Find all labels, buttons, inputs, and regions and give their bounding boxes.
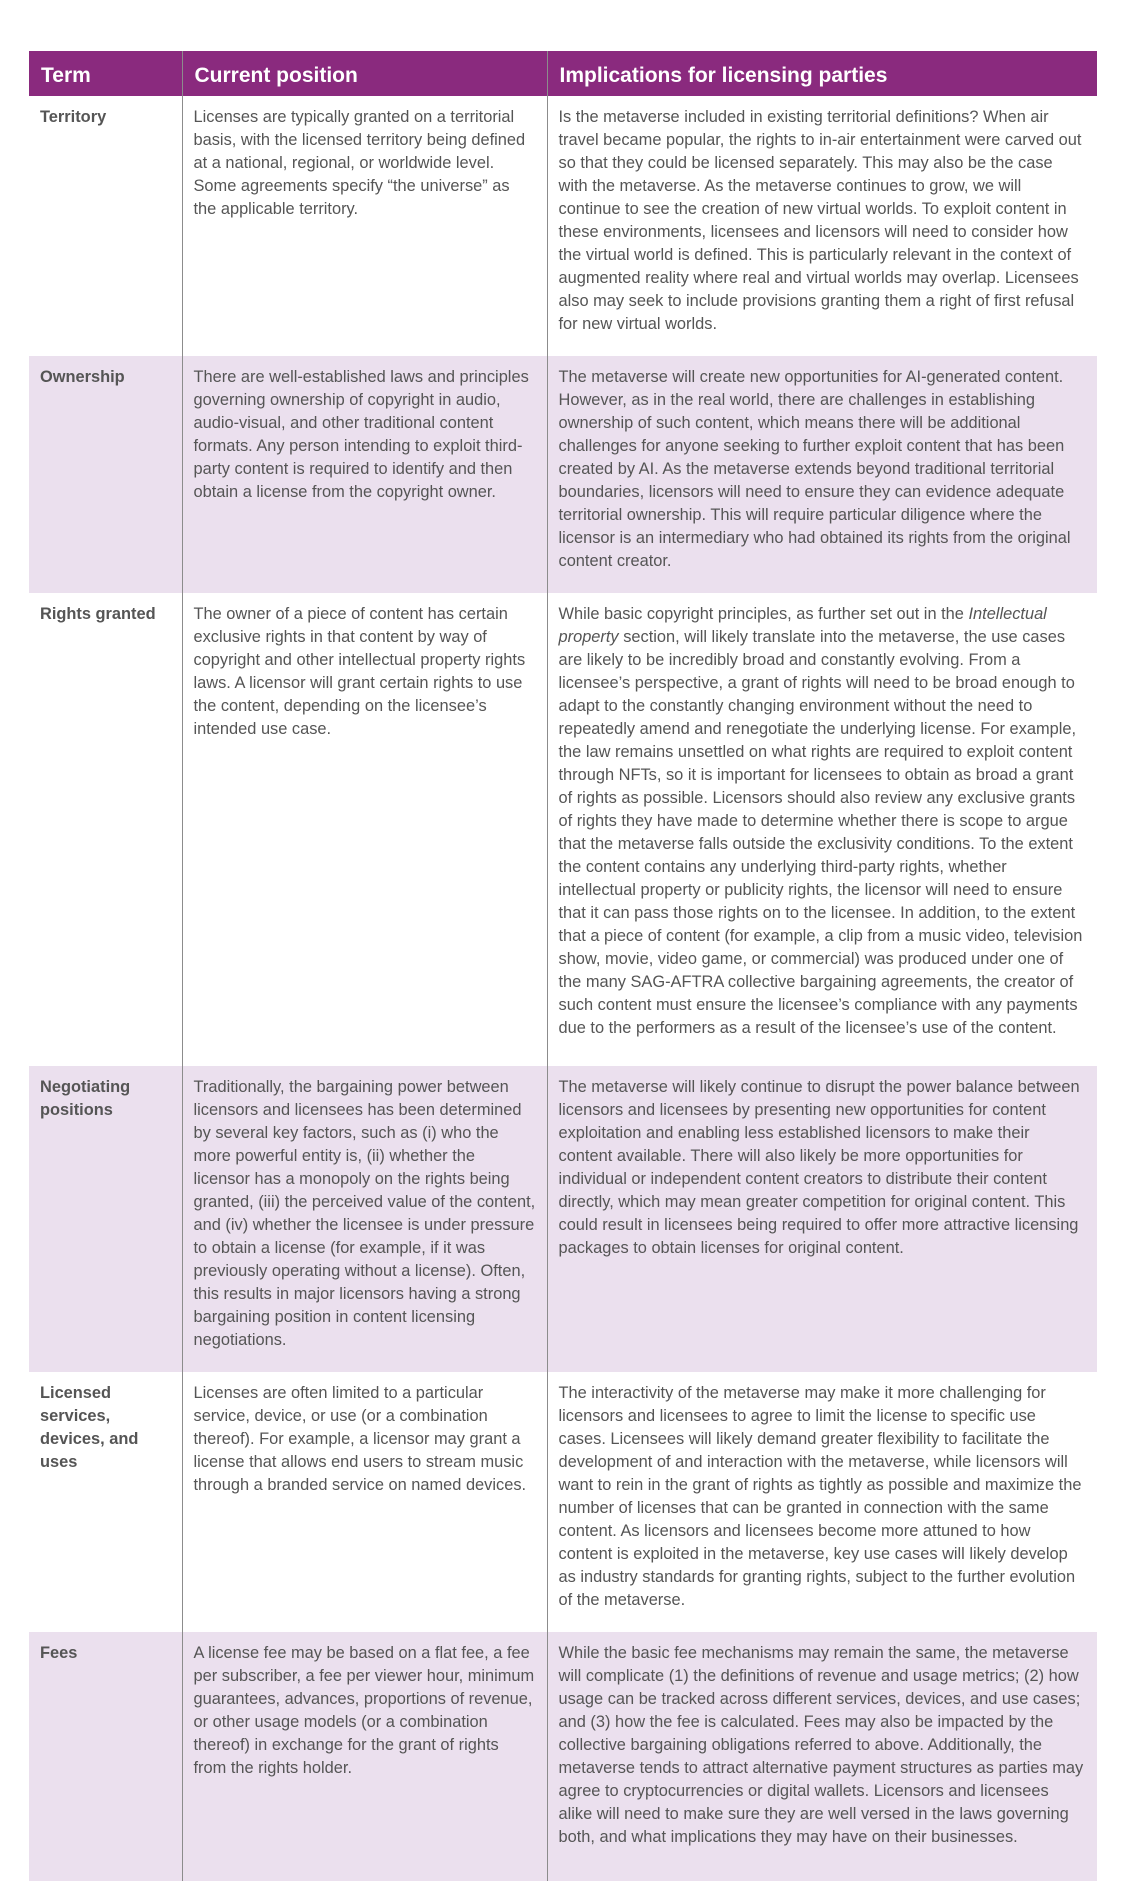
term-cell: Ownership — [29, 356, 182, 593]
table-row — [29, 1066, 1097, 1372]
implications-text-start: While basic copyright principles, as further set out in the — [558, 605, 969, 623]
current-position-cell: There are well-established laws and principles governing ownership of copyright in audio, audio-visual, and other traditional content formats. Any person intending to exploit third-party content is required to identify and then obtain a license from the copyright owner. — [182, 356, 547, 593]
implications-cell: The interactivity of the metaverse may make it more challenging for licensors and licensees to agree to limit the license to specific use cases. Licensees will likely demand greater flexibility to facilitate the development of and interaction with the metaverse, while licensors will want to rein in the grant of rights as tightly as possible and maximize the number of licenses that can be granted in connection with the same content. As licensors and licensees become more attuned to how content is exploited in the metaverse, key use cases will likely develop as industry standards for granting rights, subject to the further evolution of the metaverse. — [547, 1372, 1097, 1632]
table-row — [29, 1372, 1097, 1632]
implications-cell: The metaverse will create new opportunities for AI-generated content. However, as in the real world, there are challenges in establishing ownership of such content, which means there will be additional challenges for anyone seeking to further exploit content that has been created by AI. As the metaverse extends beyond traditional territorial boundaries, licensors will need to ensure they can evidence adequate territorial ownership. This will require particular diligence where the licensor is an intermediary who had obtained its rights from the original content creator. — [547, 356, 1097, 593]
implications-text-rest: section, will likely translate into the metaverse, the use cases are likely to be incredibly broad and constantly evolving. From a licensee’s perspective, a grant of rights will need to be broad enough to adapt to the constantly changing environment without the need to repeatedly amend and renegotiate the underlying license. For example, the law remains unsettled on what rights are required to exploit content through NFTs, so it is important for licensees to obtain as broad a grant of rights as possible. Licensors should also review any exclusive grants of rights they have made to determine whether there is scope to argue that the metaverse falls outside the exclusivity conditions. To the extent the content contains any underlying third-party rights, whether intellectual property or publicity rights, the licensor will need to ensure that it can pass those rights on to the licensee. In addition, to the extent that a piece of content (for example, a clip from a music video, television show, movie, video game, or commercial) was produced under one of the many SAG-AFTRA collective bargaining agreements, the creator of such content must ensure the licensee’s compliance with any payments due to the performers as a result of the licensee’s use of the content. — [558, 628, 1083, 1037]
current-position-cell: A license fee may be based on a flat fee, a fee per subscriber, a fee per viewer hour, minimum guarantees, advances, proportions of revenue, or other usage models (or a combination thereof) in exchange for the grant of rights from the rights holder. — [182, 1632, 547, 1881]
current-position-cell: Licenses are typically granted on a territorial basis, with the licensed territory being defined at a national, regional, or worldwide level. Some agreements specify “the universe” as the applicable territory. — [182, 96, 547, 356]
header-current-position: Current position — [182, 51, 547, 96]
term-cell: Licensed services, devices, and uses — [29, 1372, 182, 1632]
section-reference: Intellectual property — [558, 605, 1047, 646]
table-row — [29, 356, 1097, 593]
implications-cell: The metaverse will likely continue to disrupt the power balance between licensors and licensees by presenting new opportunities for content exploitation and enabling less established licensors to make their content available. There will also likely be more opportunities for individual or independent content creators to distribute their content directly, which may mean greater competition for original content. This could result in licensees being required to offer more attractive licensing packages to obtain licenses for original content. — [547, 1066, 1097, 1372]
table-body — [29, 96, 1097, 1881]
licensing-table-page — [29, 51, 1097, 1881]
table-row — [29, 593, 1097, 1066]
term-cell: Negotiating positions — [29, 1066, 182, 1372]
table-row — [29, 1632, 1097, 1881]
term-cell: Fees — [29, 1632, 182, 1881]
current-position-cell: The owner of a piece of content has certain exclusive rights in that content by way of copyright and other intellectual property rights laws. A licensor will grant certain rights to use the content, depending on the licensee’s intended use case. — [182, 593, 547, 1066]
header-implications: Implications for licensing parties — [547, 51, 1097, 96]
current-position-cell: Licenses are often limited to a particular service, device, or use (or a combination thereof). For example, a licensor may grant a license that allows end users to stream music through a branded service on named devices. — [182, 1372, 547, 1632]
term-cell: Territory — [29, 96, 182, 356]
header-row — [29, 51, 1097, 96]
table-header — [29, 51, 1097, 96]
licensing-terms-table — [29, 51, 1097, 1881]
current-position-cell: Traditionally, the bargaining power between licensors and licensees has been determined by several key factors, such as (i) who the more powerful entity is, (ii) whether the licensor has a monopoly on the rights being granted, (iii) the perceived value of the content, and (iv) whether the licensee is under pressure to obtain a license (for example, if it was previously operating without a license). Often, this results in major licensors having a strong bargaining position in content licensing negotiations. — [182, 1066, 547, 1372]
implications-cell: Is the metaverse included in existing territorial definitions? When air travel became popular, the rights to in-air entertainment were carved out so that they could be licensed separately. This may also be the case with the metaverse. As the metaverse continues to grow, we will continue to see the creation of new virtual worlds. To exploit content in these environments, licensees and licensors will need to consider how the virtual world is defined. This is particularly relevant in the context of augmented reality where real and virtual worlds may overlap. Licensees also may seek to include provisions granting them a right of first refusal for new virtual worlds. — [547, 96, 1097, 356]
table-row — [29, 96, 1097, 356]
implications-cell: While the basic fee mechanisms may remain the same, the metaverse will complicate (1) the definitions of revenue and usage metrics; (2) how usage can be tracked across different services, devices, and use cases; and (3) how the fee is calculated. Fees may also be impacted by the collective bargaining obligations referred to above. Additionally, the metaverse tends to attract alternative payment structures as parties may agree to cryptocurrencies or digital wallets. Licensors and licensees alike will need to make sure they are well versed in the laws governing both, and what implications they may have on their businesses. — [547, 1632, 1097, 1881]
implications-cell — [547, 593, 1097, 1066]
header-term: Term — [29, 51, 182, 96]
term-cell: Rights granted — [29, 593, 182, 1066]
